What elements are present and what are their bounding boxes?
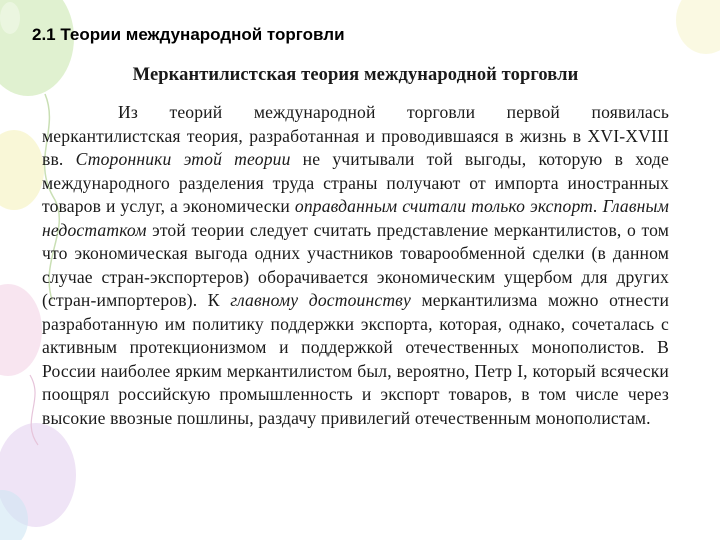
paragraph-italic-run: оправданным считали только экспорт. Главным недостатком: [42, 196, 669, 240]
slide-title: 2.1 Теории международной торговли: [32, 25, 345, 44]
paragraph-text-run: Из теорий международной торговли первой появилась меркантилистская теория, разработанная и проводившаяся в жизнь в XVI-XVIII вв.: [42, 102, 669, 169]
balloon-pink-shape: [0, 284, 42, 376]
document-paragraph: [42, 101, 669, 430]
balloon-yellow-shape: [0, 130, 44, 210]
paragraph-text-run: не учитывали той выгоды, которую в ходе международного разделения труда страны получают от импорта иностранных товаров и услуг, а экономически: [42, 149, 669, 216]
paragraph-italic-run: главному достоинству: [230, 290, 411, 310]
document-excerpt: [42, 62, 669, 430]
balloon-yellow-shape: [676, 0, 720, 54]
paragraph-italic-run: Сторонники этой теории: [75, 149, 291, 169]
balloon-green-highlight: [0, 2, 20, 34]
document-heading: Меркантилистская теория международной торговли: [132, 65, 579, 85]
paragraph-text-run: этой теории следует считать представление меркантилистов, о том что экономическая выгода одних участников товарообменной сделки (в данном случае стран-экспортеров) оборачивается экономическим ущербом для других (стран-импортеров). К: [42, 219, 669, 310]
paragraph-text-run: меркантилизма можно отнести разработанную им политику поддержки экспорта, которая, однако, сочеталась с активным протекционизмом и поддержкой отечественных монополистов. В России наиболее ярким меркантилистом был, вероятно, Петр I, который всячески поощрял российскую промышленность и экспорт товаров, в том числе через высокие ввозные пошлины, раздачу привилегий отечественным монополистам.: [42, 290, 670, 428]
